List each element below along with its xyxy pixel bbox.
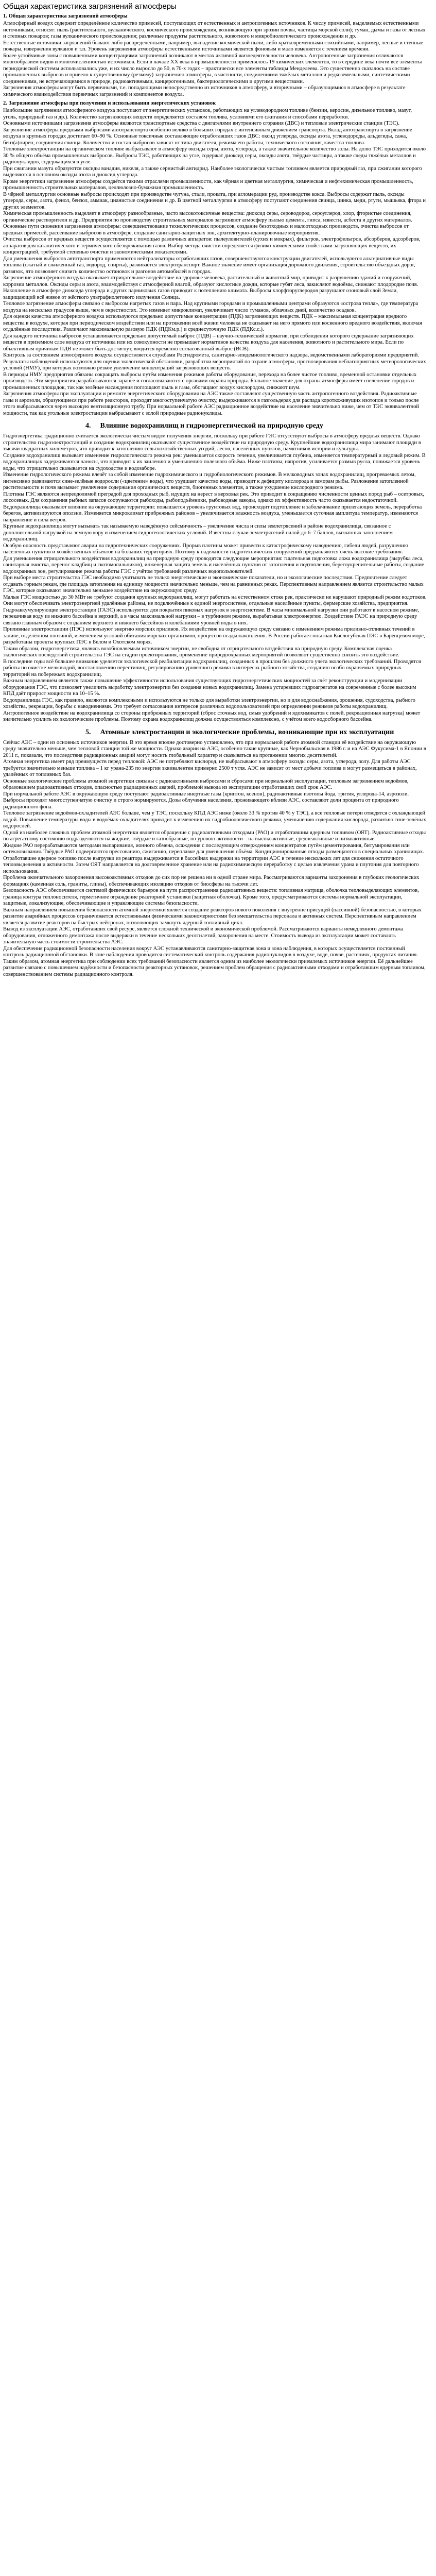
paragraph: Гидроэнергетика традиционно считается экологически чистым видом получения энергии, поскольку при работе ГЭС отсутствуют выбросы в атмосферу вредных веществ. Однако строительство гидроэлектростанций и создание водохранилищ оказывают существенное воздействие на природную среду. Крупнейшие водохранилища мира занимают площади в тысячи квадратных километров, что приводит к затоплению сельскохозяйственных угодий, лесов, населённых пунктов, памятников истории и культуры.: [3, 433, 421, 452]
section-heading-text: Атомные электростанции и экологические проблемы, возникающие при их эксплуатации: [100, 728, 394, 736]
paragraph: При сжигании мазута образуются оксиды ванадия, никеля, а также сернистый ангидрид. Наиболее экологически чистым топливом является природный газ, при сжигании которого выделяются в основном оксиды азота и диоксид углерода.: [3, 165, 422, 178]
part-intro: [3, 13, 427, 417]
paragraph: Атомная энергетика имеет ряд преимуществ перед тепловой: АЭС не потребляют кислород, не выбрасывают в атмосферу оксиды серы, азота, углерода, золу. Для работы АЭС требуется значительно меньше топлива – 1 кг урана-235 по энергии эквивалентен примерно 2500 т угля. АЭС не зависят от мест добычи топлива и могут размещаться в районах, удалённых от топливных баз.: [3, 759, 417, 777]
section-number: 5.: [85, 728, 91, 736]
paragraph: Для каждого источника выбросов устанавливается предельно допустимый выброс (ПДВ) – научно-технический норматив, при соблюдении которого содержание загрязняющих веществ в приземном слое воздуха от источника или их совокупности не превышает нормативов качества воздуха для населения, животного и растительного мира. Если по объективным причинам ПДВ не может быть достигнут, вводится временно согласованный выброс (ВСВ).: [3, 333, 414, 352]
paragraph: В последние годы всё большее внимание уделяется экологической реабилитации водохранилищ, созданных в прошлом без должного учёта экологических требований. Проводятся работы по очистке мелководий, восстановлению нерестилищ, регулированию уровенного режима в интересах рыбного хозяйства, созданию особо охраняемых природных территорий на побережьях водохранилищ.: [3, 658, 421, 677]
paragraph: Тепловое загрязнение атмосферы связано с выбросом нагретых газов и пара. Над крупными городами и промышленными центрами образуются «острова тепла», где температура воздуха на несколько градусов выше, чем в окрестностях. Это изменяет микроклимат, увеличивает число туманов, облачных дней, количество осадков.: [3, 301, 418, 313]
paragraph: Таким образом, атомная энергетика при соблюдении всех требований безопасности является одним из наиболее экологически приемлемых источников энергии. Её дальнейшее развитие связано с повышением надёжности и безопасности реакторных установок, решением проблем обращения с радиоактивными отходами и отработавшим ядерным топливом, совершенствованием системы радиационного контроля.: [3, 958, 426, 977]
document-title: Общая характеристика загрязнений атмосферы: [3, 2, 177, 11]
paragraph: Очистка выбросов от вредных веществ осуществляется с помощью различных аппаратов: пылеуловителей (сухих и мокрых), фильтров, электрофильтров, абсорберов, адсорберов, аппаратов для каталитического и термического обезвреживания газов. Выбор метода очистки определяется физико-химическими свойствами загрязняющих веществ, их концентрацией, требуемой степенью очистки и экономическими показателями.: [3, 236, 421, 255]
paragraph: Водохранилища ГЭС, как правило, являются комплексными и используются не только для выработки электроэнергии, но и для водоснабжения, орошения, судоходства, рыбного хозяйства, рекреации, борьбы с наводнениями. Это требует согласования интересов различных водопользователей при определении режимов работы водохранилищ.: [3, 697, 415, 709]
paragraph: Проблема окончательного захоронения высокоактивных отходов до сих пор не решена ни в одной стране мира. Рассматриваются варианты захоронения в глубоких геологических формациях (каменная соль, граниты, глины), обеспечивающих изоляцию отходов от биосферы на тысячи лет.: [3, 875, 420, 887]
subsection-1: [3, 13, 427, 98]
paragraph: Основные пути снижения загрязнения атмосферы: совершенствование технологических процессов, создание безотходных и малоотходных производств, очистка выбросов от вредных примесей, рассеивание выбросов в атмосфере, создание санитарно-защитных зон, архитектурно-планировочные мероприятия.: [3, 224, 409, 236]
paragraph: Отработавшее ядерное топливо после выгрузки из реактора выдерживается в бассейнах выдержки на территории АЭС в течение нескольких лет для снижения остаточного тепловыделения и активности. Затем ОЯТ направляется на долговременное хранение или на радиохимическую переработку с целью извлечения урана и плутония для повторного использования.: [3, 855, 419, 874]
paragraph: Вывод из эксплуатации АЭС, отработавших свой ресурс, является сложной технической и экономической проблемой. Рассматриваются варианты немедленного демонтажа оборудования, отложенного демонтажа после выдержки в течение нескольких десятилетий, захоронения на месте. Стоимость вывода из эксплуатации может составлять значительную часть стоимости строительства АЭС.: [3, 926, 404, 945]
paragraph: Для обеспечения радиационной безопасности населения вокруг АЭС устанавливаются санитарно-защитная зона и зона наблюдения, в которых осуществляется постоянный контроль радиационной обстановки. В зоне наблюдения проводится систематический контроль содержания радионуклидов в воздухе, воде, почве, растениях, продуктах питания.: [3, 945, 418, 958]
paragraph: В периоды НМУ предприятия обязаны сокращать выбросы путём изменения режимов работы оборудования, перехода на более чистое топливо, временной остановки отдельных производств. Эти мероприятия разрабатываются заранее и согласовываются с органами охраны природы. Большое значение для охраны атмосферы имеет озеленение городов и промышленных площадок, так как зелёные насаждения поглощают пыль и газы, обогащают воздух кислородом, снижают шум.: [3, 371, 417, 391]
section-heading-text: Влияние водохранилищ и гидроэнергетической на природную среду: [100, 422, 323, 430]
paragraph: Кроме энергетики загрязнение атмосферы создаётся такими отраслями промышленности, как чёрная и цветная металлургия, химическая и нефтехимическая промышленность, промышленность строительных материалов, целлюлозно-бумажная промышленность.: [3, 178, 413, 191]
section-heading: [3, 422, 427, 430]
paragraph: Таким образом, гидроэнергетика, являясь возобновляемым источником энергии, не свободна от отрицательного воздействия на природную среду. Комплексная оценка экологических последствий строительства ГЭС на стадии проектирования, применение природоохранных мероприятий позволяют существенно снизить это воздействие.: [3, 646, 399, 658]
paragraph: Контроль за состоянием атмосферного воздуха осуществляется службами Росгидромета, санитарно-эпидемиологического надзора, ведомственными лабораториями предприятий. Результаты наблюдений используются для оценки экологической обстановки, разработки мероприятий по охране атмосферы, прогнозирования неблагоприятных метеорологических условий (НМУ), при которых возможно резкое увеличение концентраций загрязняющих веществ.: [3, 352, 426, 371]
paragraph: Тепловые электростанции на органическом топливе выбрасывают в атмосферу оксиды серы, азота, углерода, а также значительное количество золы. На долю ТЭС приходится около 30 % общего объёма промышленных выбросов. Выбросы ТЭС, работающих на угле, содержат диоксид серы, оксиды азота, твёрдые частицы, а также следы тяжёлых металлов и радионуклидов, содержащихся в угле.: [3, 146, 426, 165]
paragraph: Химическая промышленность выделяет в атмосферу разнообразные, часто высокотоксичные вещества: диоксид серы, сероводород, сероуглерод, хлор, фтористые соединения, органические растворители и др. Предприятия по производству строительных материалов загрязняют атмосферу пылью цемента, гипса, извести, асбеста и других материалов.: [3, 211, 412, 223]
paragraph: Безопасность АЭС обеспечивается системой физических барьеров на пути распространения радиоактивных веществ: топливная матрица, оболочка тепловыделяющих элементов, граница контура теплоносителя, герметичное ограждение реакторной установки (защитная оболочка). Кроме того, предусматриваются системы нормальной эксплуатации, защитные, локализующие, обеспечивающие и управляющие системы безопасности.: [3, 888, 419, 906]
paragraph: Важным направлением повышения безопасности атомной энергетики является создание реакторов нового поколения с внутренне присущей (пассивной) безопасностью, в которых развитие аварийных процессов ограничивается естественными физическими закономерностями без вмешательства персонала и активных систем. Перспективным направлением является развитие реакторов на быстрых нейтронах, позволяющих замкнуть ядерный топливный цикл.: [3, 907, 422, 926]
section-heading: [3, 728, 427, 737]
paragraph: Малые ГЭС мощностью до 30 МВт не требуют создания крупных водохранилищ, могут работать на естественном стоке рек, практически не нарушают природный режим водотоков. Они могут обеспечивать электроэнергией удалённые районы, не подключённые к единой энергосистеме, отдельные населённые пункты, фермерские хозяйства, предприятия.: [3, 594, 427, 606]
paragraph: Жидкие РАО перерабатываются методами выпаривания, ионного обмена, осаждения с последующим отверждением концентратов путём цементирования, битумирования или остекловывания. Твёрдые РАО подвергаются прессованию, сжиганию, переплавке для уменьшения объёма. Кондиционированные отходы размещаются в специальных хранилищах.: [3, 842, 424, 855]
paragraph: Для оценки качества атмосферного воздуха используются предельно допустимые концентрации (ПДК) загрязняющих веществ. ПДК – максимальная концентрация вредного вещества в воздухе, которая при периодическом воздействии или на протяжении всей жизни человека не оказывает на него прямого или косвенного вредного воздействия, включая отдалённые последствия. Различают максимальную разовую ПДК (ПДКм.р.) и среднесуточную ПДК (ПДКс.с.).: [3, 314, 422, 332]
paragraph: Загрязнения атмосферы могут быть первичными, т.е. попадающими непосредственно из источников в атмосферу, и вторичными – образующимися в атмосфере в результате химического взаимодействия первичных загрязнений и компонентов воздуха.: [3, 85, 406, 97]
paragraph: При нормальной работе АЭС в окружающую среду поступают радиоактивные инертные газы (криптон, ксенон), радиоактивные изотопы йода, трития, углерода-14, аэрозоли. Выбросы проходят многоступенчатую очистку и строго нормируются. Дозы облучения населения, проживающего вблизи АЭС, составляют доли процента от природного радиационного фона.: [3, 791, 409, 810]
paragraph: Одной из наиболее сложных проблем атомной энергетики является обращение с радиоактивными отходами (РАО) и отработавшим ядерным топливом (ОЯТ). Радиоактивные отходы по агрегатному состоянию подразделяются на жидкие, твёрдые и газообразные, по уровню активности – на высокоактивные, среднеактивные и низкоактивные.: [3, 829, 426, 842]
paragraph: Создание водохранилищ вызывает изменение гидрологического режима рек: уменьшается скорость течения, увеличивается глубина, изменяется температурный и ледовый режим. В водохранилищах задерживаются наносы, что приводит к их заилению и уменьшению полезного объёма. Ниже плотины, напротив, усиливается размыв русла, понижается уровень воды, что отрицательно сказывается на судоходстве и водозаборе.: [3, 452, 426, 471]
paragraph: Крупные водохранилища могут вызывать так называемую наведённую сейсмичность – увеличение числа и силы землетрясений в районе водохранилища, связанное с дополнительной нагрузкой на земную кору и изменением гидрогеологических условий. Известны случаи землетрясений силой до 6–7 баллов, вызванных заполнением водохранилищ.: [3, 523, 393, 542]
paragraph: Загрязнения атмосферы при эксплуатации и ремонте энергетического оборудования на АЭС также составляют существенную часть антропогенного воздействия. Радиоактивные газы и аэрозоли, образующиеся при работе реакторов, проходят многоступенчатую очистку, выдерживаются в газгольдерах для распада короткоживущих изотопов и только после этого выбрасываются через высокую вентиляционную трубу. При нормальной работе АЭС радиационное воздействие на население значительно ниже, чем от ТЭС эквивалентной мощности, так как угольные электростанции выбрасывают с золой природные радионуклиды.: [3, 391, 420, 416]
paragraph: Для уменьшения отрицательного воздействия водохранилищ на природную среду проводятся следующие мероприятия: тщательная подготовка ложа водохранилища (вырубка леса, санитарная очистка, перенос кладбищ и скотомогильников), инженерная защита земель и населённых пунктов от затопления и подтопления, берегоукрепительные работы, создание водоохранных зон, регулирование режима работы ГЭС с учётом требований различных водопользователей.: [3, 555, 424, 574]
paragraph: Наибольшие загрязнения атмосферного воздуха поступают от энергетических установок, работающих на углеводородном топливе (бензин, керосин, дизельное топливо, мазут, уголь, природный газ и др.). Количество загрязняющих веществ определяется составом топлива, условиями его сжигания и способами переработки.: [3, 108, 412, 120]
paragraph: Гидроаккумулирующие электростанции (ГАЭС) используются для покрытия пиковых нагрузок в энергосистеме. В часы минимальной нагрузки они работают в насосном режиме, перекачивая воду из нижнего бассейна в верхний, а в часы максимальной нагрузки – в турбинном режиме, вырабатывая электроэнергию. Воздействие ГАЭС на природную среду связано главным образом с созданием верхнего и нижнего бассейнов и колебаниями уровней воды в них.: [3, 607, 420, 626]
paragraph: Основными источниками загрязнения атмосферы являются транспортные средства с двигателями внутреннего сгорания (ДВС) и тепловые электрические станции (ТЭС). Загрязнение атмосферы вредными выбросами автотранспорта особенно велико в больших городах с интенсивным движением транспорта. Вклад автотранспорта в загрязнение воздуха в крупных городах достигает 60–90 %. Основные токсичные составляющие отработавших газов ДВС: оксид углерода, оксиды азота, углеводороды, альдегиды, сажа, бенз(а)пирен, соединения свинца. Количество и состав выбросов зависят от типа двигателя, режима его работы, технического состояния, качества топлива.: [3, 121, 412, 146]
section-5: [3, 728, 427, 978]
paragraph: Важным направлением является также повышение эффективности использования существующих гидроэнергетических мощностей за счёт реконструкции и модернизации оборудования ГЭС, что позволяет увеличить выработку электроэнергии без создания новых водохранилищ. Замена устаревших гидроагрегатов на современные с более высоким КПД даёт прирост мощности на 10–15 %.: [3, 678, 416, 697]
paragraph: Загрязнение атмосферного воздуха оказывает отрицательное воздействие на здоровье человека, растительный и животный мир, приводит к разрушению зданий и сооружений, коррозии металлов. Оксиды серы и азота, взаимодействуя с атмосферной влагой, образуют кислотные дожди, которые губят леса, закисляют водоёмы, снижают плодородие почв. Накопление в атмосфере диоксида углерода и других парниковых газов приводит к потеплению климата. Выбросы хлорфторуглеродов разрушают озоновый слой Земли, защищающий всё живое от жёсткого ультрафиолетового излучения Солнца.: [3, 275, 418, 300]
subsection-2: [3, 100, 427, 417]
paragraph: Естественные источники загрязнений бывают либо распределёнными, например, выпадение космической пыли, либо кратковременными стихийными, например, лесные и степные пожары, извержения вулканов и т.п. Уровень загрязнения атмосферы естественными источниками является фоновым и мало изменяется с течением времени.: [3, 40, 423, 52]
paragraph: Основные экологические проблемы атомной энергетики связаны с радиоактивными выбросами и сбросами при нормальной эксплуатации, тепловым загрязнением водоёмов, образованием радиоактивных отходов, опасностью радиационных аварий, проблемой вывода из эксплуатации отработавших свой срок АЭС.: [3, 778, 409, 790]
paragraph: Более устойчивые зоны с повышенными концентрациями загрязнений возникают в местах активной жизнедеятельности человека. Антропогенные загрязнения отличаются многообразием видов и многочисленностью источников. Если в начале XX века в промышленности применялось 19 химических элементов, то в середине века почти все элементы периодической системы использовались уже, и их число выросло до 50, в 70-х годах – практически все элементы таблицы Менделеева. Это существенно сказалось на составе промышленных выбросов и привело к существенному (резкому) загрязнению атмосферы, в частности, соединениями тяжёлых металлов и редкоземельными, синтетическими соединениями, не встречающимися в природе, радиоактивными, канцерогенными, бактериологическими и другими веществами.: [3, 53, 422, 84]
paragraph: Водохранилища оказывают влияние на окружающие территории: повышается уровень грунтовых вод, происходит подтопление и заболачивание прилегающих земель, переработка берегов, активизируются оползни. Изменяется микроклимат прибрежных районов – увеличивается влажность воздуха, уменьшается суточная амплитуда температур, изменяются направление и сила ветров.: [3, 504, 422, 523]
paragraph: В чёрной металлургии основные выбросы происходят при производстве чугуна, стали, проката, при агломерации руд, производстве кокса. Выбросы содержат пыль, оксиды углерода, серы, азота, фенол, бензол, аммиак, цианистые соединения и др. В цветной металлургии в атмосферу поступают соединения свинца, цинка, меди, ртути, мышьяка, фтора и других элементов.: [3, 191, 426, 210]
section-number: 4.: [85, 422, 91, 430]
paragraph: Атмосферный воздух содержит определённое количество примесей, поступающих от естественных и антропогенных источников. К числу примесей, выделяемых естественными источниками, относят: пыль (растительного, вулканического, космического происхождения, возникающую при эрозии почвы, частицы морской соли); туман, дымы и газы от лесных и степных пожаров; газы вулканического происхождения; различные продукты растительного, животного и микробиологического происхождения и др.: [3, 21, 426, 39]
paragraph: Сейчас АЭС – один из основных источников энергии. В это время вполне достоверно установлено, что при нормальной работе атомной станции её воздействие на окружающую среду значительно меньше, чем тепловой станции той же мощности. Однако аварии на АЭС, особенно такие крупные, как Чернобыльская в 1986 г. и на АЭС Фукусима-1 в Японии в 2011 г., показали, что последствия радиационных аварий могут носить глобальный характер и сказываться на протяжении многих десятилетий.: [3, 739, 426, 758]
section-4: [3, 422, 427, 723]
paragraph: При выборе места строительства ГЭС необходимо учитывать не только энергетические и экономические показатели, но и экологические последствия. Предпочтение следует отдавать горным рекам, где площадь затопления на единицу мощности значительно меньше, чем на равнинных реках. Перспективным направлением является строительство малых ГЭС, которые оказывают значительно меньшее воздействие на окружающую среду.: [3, 575, 424, 594]
document-page: [0, 0, 430, 982]
paragraph: Тепловое загрязнение водоёмов-охладителей АЭС больше, чем у ТЭС, поскольку КПД АЭС ниже (около 33 % против 40 % у ТЭС), а все тепловые потери отводятся с охлаждающей водой. Повышение температуры воды в водоёмах-охладителях приводит к изменению их гидробиологического режима, уменьшению содержания кислорода, развитию сине-зелёных водорослей.: [3, 810, 426, 829]
subsection-title: 2. Загрязнение атмосферы при получении и использовании энергетических установок: [3, 100, 216, 106]
subsection-title: 1. Общая характеристика загрязнений атмосферы: [3, 13, 128, 19]
paragraph: Для уменьшения выбросов автотранспорта применяются нейтрализаторы отработавших газов, совершенствуются конструкции двигателей, используются альтернативные виды топлива (сжатый и сжиженный газ, водород, спирты), развивается электротранспорт. Важное значение имеет организация дорожного движения, строительство объездных дорог, развязок, что позволяет снизить количество остановок и разгонов автомобилей в городах.: [3, 256, 415, 275]
paragraph: Антропогенное воздействие на водохранилища со стороны прибрежных территорий (сброс сточных вод, смыв удобрений и ядохимикатов с полей, рекреационная нагрузка) может значительно усилить их экологические проблемы. Поэтому охрана водохранилищ должна осуществляться комплексно, с учётом всего водосборного бассейна.: [3, 710, 421, 722]
paragraph: Изменение гидрологического режима влечёт за собой изменение гидрохимического и гидробиологического режимов. В мелководных зонах водохранилищ, прогреваемых летом, интенсивно развиваются сине-зелёные водоросли («цветение» воды), что ухудшает качество воды, приводит к дефициту кислорода и заморам рыбы. Разложение затопленной растительности и почв вызывает увеличение содержания органических веществ, биогенных элементов, а также ухудшение кислородного режима.: [3, 472, 416, 490]
paragraph: Плотины ГЭС являются непреодолимой преградой для проходных рыб, идущих на нерест в верховья рек. Это приводит к сокращению численности ценных пород рыб – осетровых, лососевых. Для сохранения рыбных запасов сооружаются рыбоходы, рыбоподъёмники, рыбоводные заводы, однако их эффективность часто оказывается недостаточной.: [3, 491, 425, 503]
paragraph: Приливные электростанции (ПЭС) используют энергию морских приливов. Их воздействие на окружающую среду связано с изменением режима приливно-отливных течений в заливе, отделённом плотиной, изменением условий обитания морских организмов, процессов осадконакопления. В России работает опытная Кислогубская ПЭС в Баренцевом море, разработаны проекты крупных ПЭС в Белом и Охотском морях.: [3, 626, 425, 645]
paragraph: Особую опасность представляют аварии на гидротехнических сооружениях. Прорыв плотины может привести к катастрофическому наводнению, гибели людей, разрушению населённых пунктов и хозяйственных объектов на больших территориях. Поэтому к надёжности гидротехнических сооружений предъявляются очень высокие требования.: [3, 543, 408, 555]
